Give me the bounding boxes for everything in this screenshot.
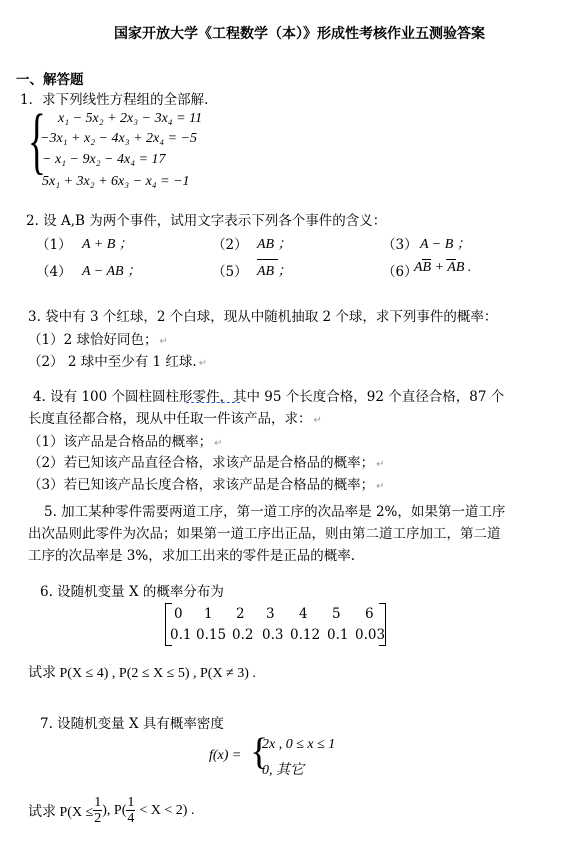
x-value: 6: [365, 606, 374, 622]
question-6-ask: 试求 P(X ≤ 4) , P(2 ≤ X ≤ 5) , P(X ≠ 3) .: [28, 666, 256, 681]
equation-4: 5x₁ + 3x₂ + 6x₃ − x₄ = −1: [42, 174, 190, 189]
question-7-ask: [28, 795, 194, 826]
probability-value: 0.2: [232, 627, 254, 643]
question-4-part-3: （3）若已知该产品长度合格，求该产品是合格品的概率； ↵: [28, 477, 385, 493]
ask-prefix: 试求 P(X ≤: [28, 804, 94, 820]
question-2-stem: 2. 设 A,B 为两个事件，试用文字表示下列各个事件的含义：: [26, 213, 387, 229]
question-5-line-3: 工序的次品率是 3%，求加工出来的零件是正品的概率.: [28, 548, 355, 564]
density-case-1: 2x , 0 ≤ x ≤ 1: [262, 737, 336, 752]
fraction-one-quarter: $\frac{1}{4}$: [127, 795, 135, 826]
question-5-line-2: 出次品则此零件为次品；如果第一道工序出正品，则由第二道工序加工，第二道: [28, 526, 501, 542]
question-7-stem: 7. 设随机变量 X 具有概率密度: [40, 716, 224, 732]
equation-2: −3x₁ + x₂ − 4x₃ + 2x₄ = −5: [40, 131, 198, 146]
question-4-part-2: （2）若已知该产品直径合格，求该产品是合格品的概率； ↵: [28, 455, 385, 471]
question-3-part-2: （2） 2 球中至少有 1 红球. ↵: [28, 354, 208, 370]
q2-item-6-expr: AB + AB .: [414, 260, 472, 275]
q2-item-1-no: （1）: [36, 237, 72, 253]
equation-1: x₁ − 5x₂ + 2x₃ − 3x₄ = 11: [58, 111, 203, 126]
page-title: 国家开放大学《工程数学（本）》形成性考核作业五测验答案: [114, 26, 485, 42]
section-heading: 一、解答题: [16, 72, 84, 88]
q2-item-3-no: （3）: [382, 237, 418, 253]
fraction-one-half: $\frac{1}{2}$: [94, 795, 102, 826]
density-brace: {: [250, 731, 269, 773]
x-value: 5: [332, 606, 341, 622]
overline-a-6: [446, 259, 456, 260]
overline-ab-5: [257, 259, 278, 260]
question-3-stem: 3. 袋中有 3 个红球，2 个白球，现从中随机抽取 2 个球，求下列事件的概率：: [28, 309, 498, 325]
density-case-2: 0, 其它: [262, 763, 304, 778]
density-fx: f(x) =: [209, 748, 242, 763]
question-4-line-2: 长度直径都合格，现从中任取一件该产品，求： ↵: [28, 411, 322, 427]
question-4-line-1: 4. 设有 100 个圆柱圆柱形零件，其中 95 个长度合格，92 个直径合格，87 个: [33, 389, 505, 405]
probability-value: 0.1: [327, 627, 349, 643]
q2-item-2-no: （2）: [212, 237, 248, 253]
probability-value: 0.15: [196, 627, 227, 643]
x-value: 0: [174, 606, 183, 622]
q4-typo-underline: [186, 402, 240, 403]
q2-item-2-expr: AB ；: [257, 237, 292, 252]
probability-value: 0.3: [262, 627, 284, 643]
x-value: 3: [266, 606, 275, 622]
q2-item-5-expr: AB ；: [257, 264, 292, 279]
q2-item-4-expr: A − AB ；: [82, 264, 142, 279]
q2-item-3-expr: A − B ；: [420, 237, 471, 252]
x-value: 1: [204, 606, 213, 622]
question-5-line-1: 5. 加工某种零件需要两道工序，第一道工序的次品率是 2%，如果第一道工序: [44, 504, 506, 520]
probability-value: 0.03: [355, 627, 386, 643]
q2-item-5-no: （5）: [212, 264, 248, 280]
question-4-part-1: （1）该产品是合格品的概率； ↵: [28, 434, 223, 450]
ask-suffix: < X < 2) .: [139, 802, 195, 818]
probability-value: 0.1: [170, 627, 192, 643]
question-6-stem: 6. 设随机变量 X 的概率分布为: [40, 584, 224, 600]
q2-item-4-no: （4）: [36, 264, 72, 280]
question-1-stem: 1．求下列线性方程组的全部解.: [20, 92, 209, 108]
x-value: 4: [299, 606, 308, 622]
ask-mid: ), P(: [102, 802, 127, 818]
equation-3: − x₁ − 9x₂ − 4x₄ = 17: [42, 152, 166, 167]
probability-value: 0.12: [290, 627, 321, 643]
x-value: 2: [236, 606, 245, 622]
overline-b-6: [422, 259, 431, 260]
q2-item-1-expr: A + B ；: [82, 237, 133, 252]
equation-system-brace: {: [28, 100, 46, 182]
question-3-part-1: （1）2 球恰好同色； ↵: [28, 332, 168, 348]
q2-item-6-no: （6）: [382, 264, 418, 280]
